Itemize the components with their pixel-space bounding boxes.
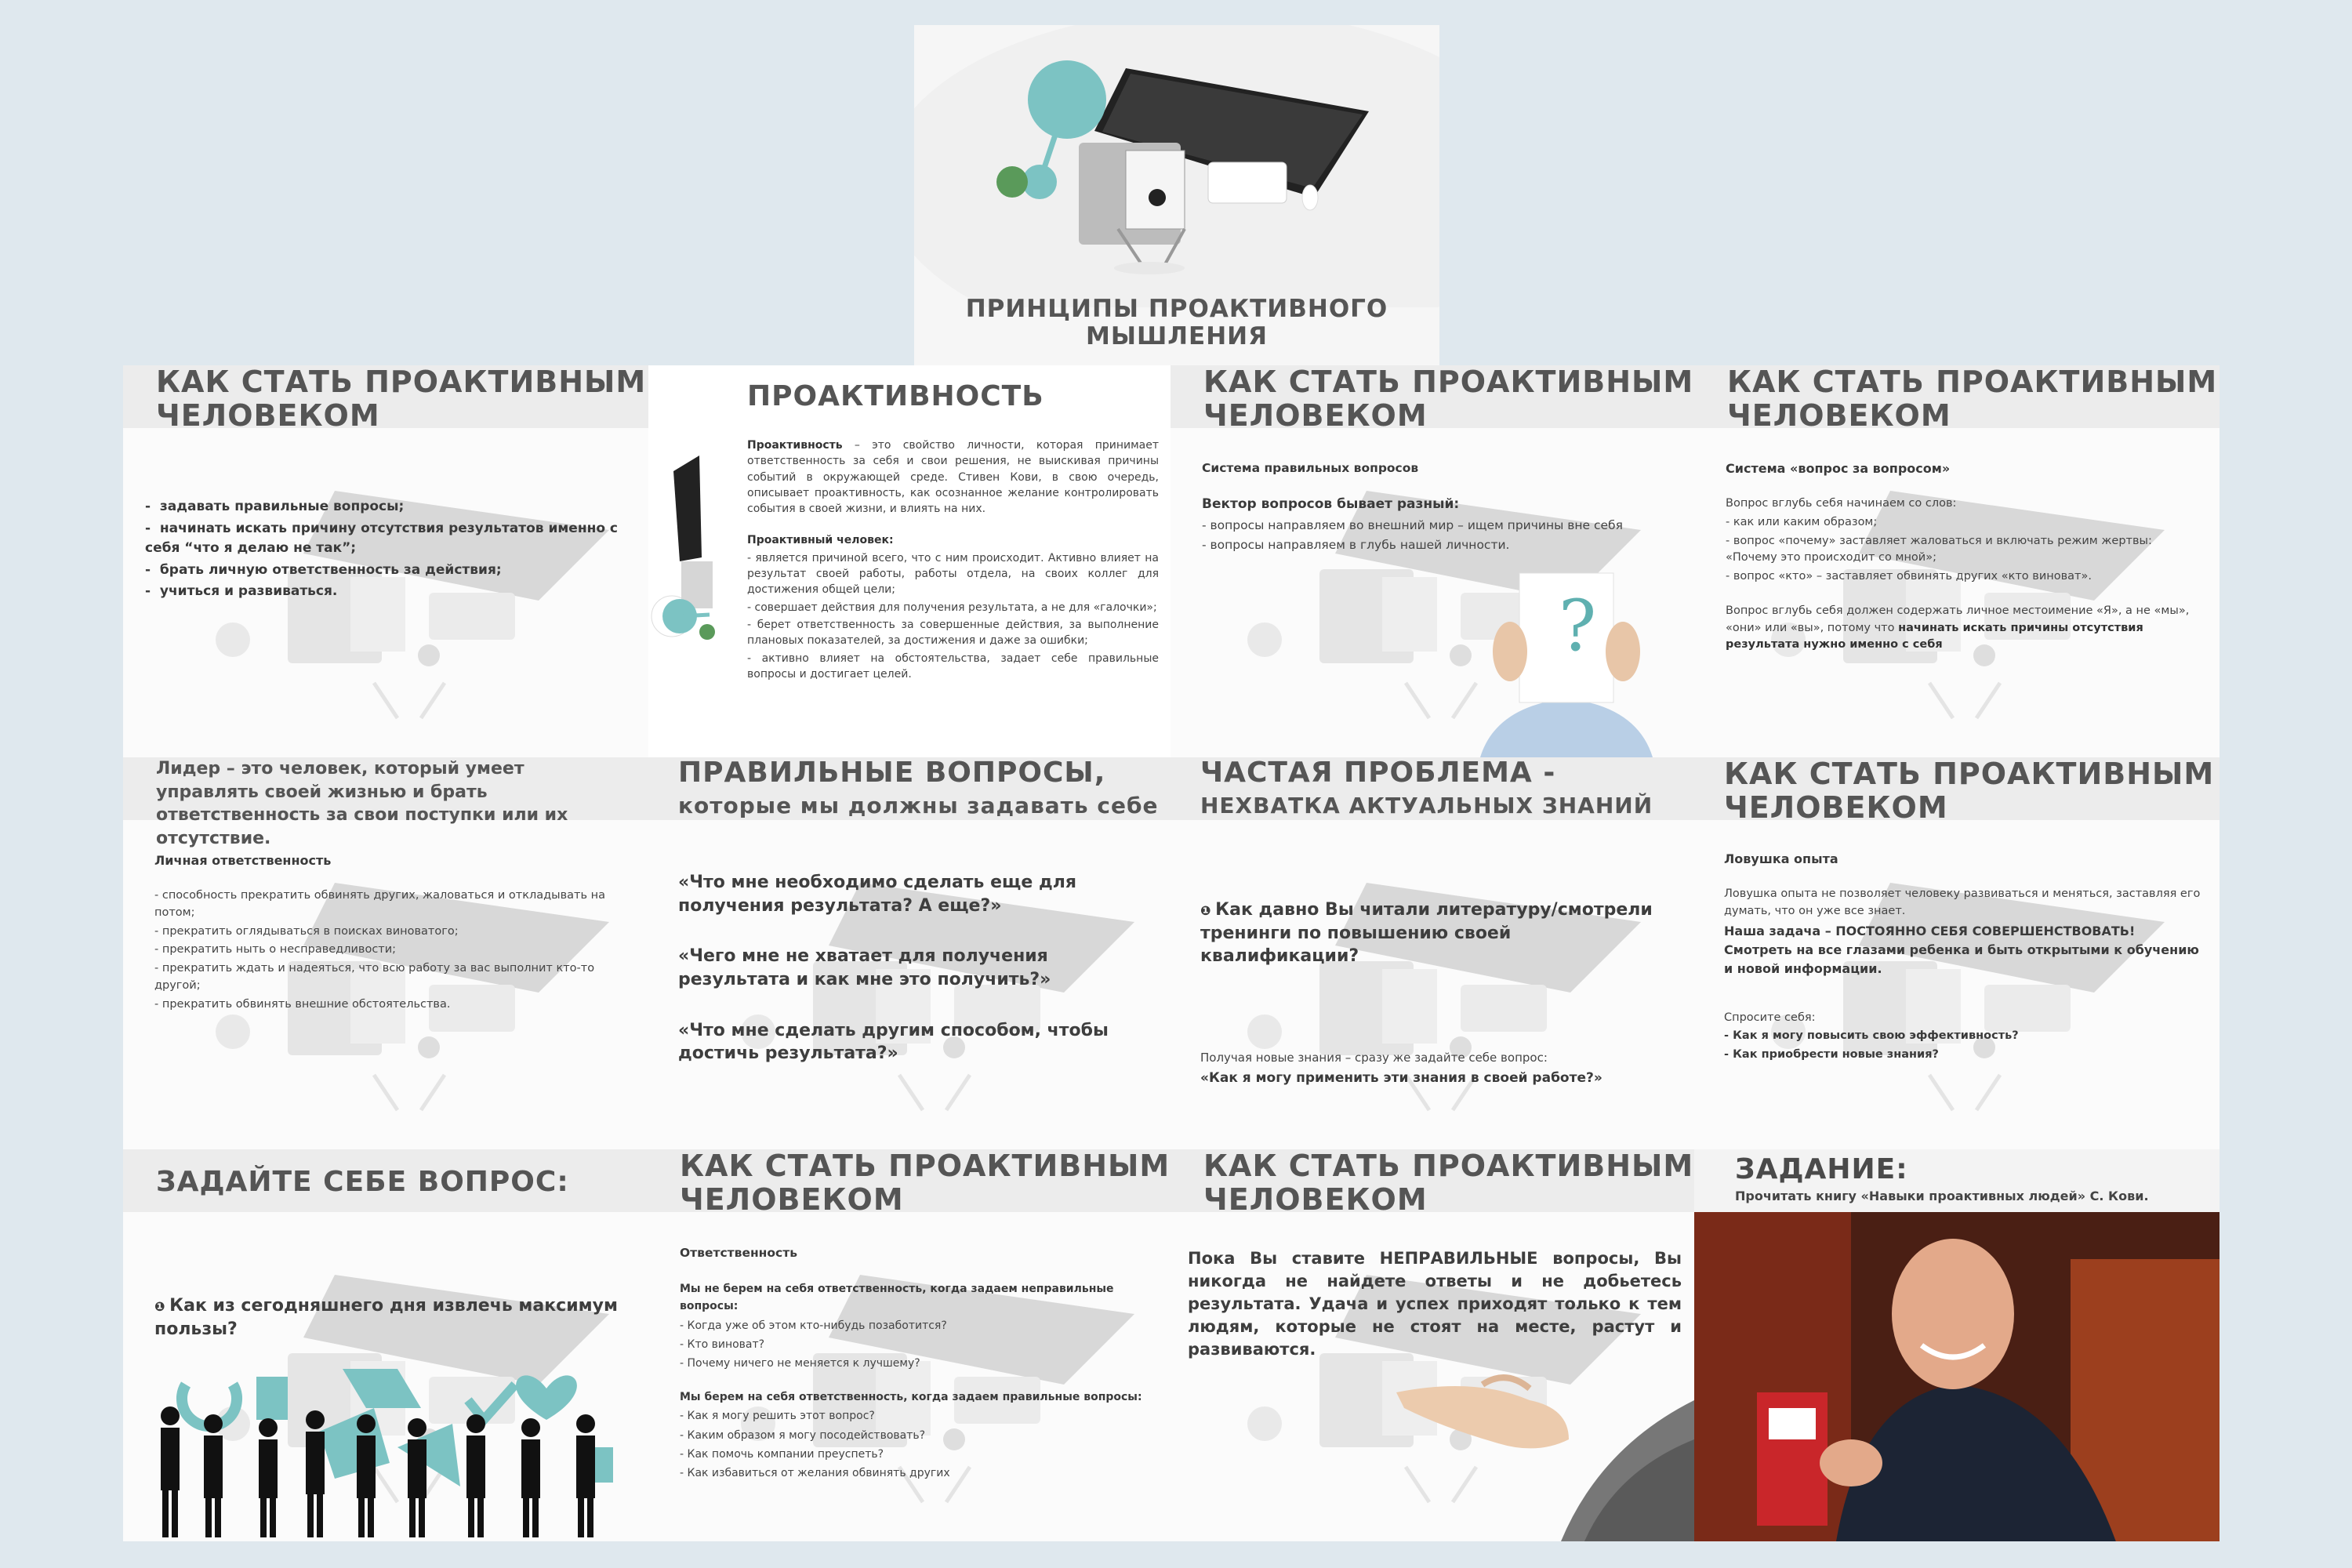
list-item: - Кто виноват? [680, 1338, 765, 1351]
h1: Мы не берем на себя ответственность, когда задаем неправильные вопросы: [680, 1282, 1114, 1313]
list-item: - вопрос «почему» заставляет жаловаться и включать режим жертвы: «Почему это происходит со мной»; [1726, 534, 2152, 564]
slide-title [1727, 365, 2217, 432]
list-item: - прекратить ныть о несправедливости; [154, 943, 397, 956]
slide-experience-trap[interactable] [1694, 757, 2220, 1149]
slide-title [1724, 757, 2214, 824]
title-line-2: ЧЕЛОВЕКОМ [1203, 397, 1428, 433]
main-text: Пока Вы ставите НЕПРАВИЛЬНЫЕ вопросы, Вы никогда не найдете ответы и не добьетесь результата. Удача и успех приходят только к тем людям, которые не стоят на месте, растут и развиваются. [1188, 1249, 1682, 1359]
list-item: - Как избавиться от желания обвинять других [680, 1467, 950, 1480]
question: «Что мне сделать другим способом, чтобы достичь результата?» [678, 1020, 1109, 1064]
note-question: «Как я могу применить эти знания в своей работе?» [1200, 1069, 1602, 1086]
question-list [678, 871, 1156, 1065]
title-line-1: КАК СТАТЬ ПРОАКТИВНЫМ [680, 1149, 1171, 1183]
slide-right-questions-system[interactable] [1171, 365, 1694, 757]
intro: Вопрос вглубь себя начинаем со слов: [1726, 497, 1957, 510]
question: «Чего мне не хватает для получения результата и как мне это получить?» [678, 946, 1051, 990]
note [1200, 1049, 1671, 1090]
list-item: - Каким образом я могу посодействовать? [680, 1428, 926, 1442]
person-label: Проактивный человек: [747, 534, 894, 547]
sub: Ловушка опыта [1724, 851, 1838, 866]
list-item: - задавать правильные вопросы; [145, 499, 405, 514]
title-line-1: КАК СТАТЬ ПРОАКТИВНЫМ [156, 365, 647, 399]
vec: Вектор вопросов бывает разный: [1202, 496, 1460, 513]
question: ❶ Как давно Вы читали литературу/смотрели тренинги по повышению своей квалификации? [1200, 900, 1653, 967]
content-text [680, 1243, 1162, 1484]
open-hand-photo [1381, 1353, 1694, 1541]
slide-common-problem[interactable] [1171, 757, 1694, 1149]
list-item: - учиться и развиваться. [145, 583, 338, 599]
bullet-list [145, 497, 631, 604]
cover-slide[interactable] [914, 25, 1439, 367]
slide-title: ЗАДАНИЕ: [1735, 1153, 1908, 1185]
slide-right-questions[interactable] [648, 757, 1171, 1149]
list-item: - прекратить ждать и надеяться, что всю работу за вас выполнит кто-то другой; [154, 962, 595, 992]
slide-title [680, 1149, 1170, 1216]
title-line-2: ЧЕЛОВЕКОМ [1727, 397, 1951, 433]
title-line-1: КАК СТАТЬ ПРОАКТИВНЫМ [1203, 1149, 1694, 1183]
list-item: - Почему ничего не меняется к лучшему? [680, 1357, 920, 1370]
slide-title [1203, 1149, 1693, 1216]
list-item: - Как я могу решить этот вопрос? [680, 1410, 875, 1423]
slide-title: ПРОАКТИВНОСТЬ [747, 380, 1044, 412]
sub: Система правильных вопросов [1202, 461, 1419, 475]
author-photo [1694, 1212, 2220, 1541]
slide-title [678, 757, 1159, 821]
h2: Мы берем на себя ответственность, когда задаем правильные вопросы: [680, 1390, 1142, 1403]
slide-title: ЗАДАЙТЕ СЕБЕ ВОПРОС: [156, 1166, 569, 1198]
slide-proactivity[interactable] [648, 365, 1171, 757]
p1: Ловушка опыта не позволяет человеку развиваться и меняться, заставляя его думать, что он уже все знает. [1724, 887, 2201, 917]
question-mark: ? [1559, 585, 1597, 667]
slide-assignment[interactable] [1694, 1149, 2220, 1541]
list-item: - вопросы направляем во внешний мир – ищем причины вне себя [1202, 517, 1623, 532]
ask: Спросите себя: [1724, 1011, 1816, 1024]
list-item: - прекратить обвинять внешние обстоятельства. [154, 997, 451, 1011]
content-text [747, 437, 1159, 684]
list-item: - как или каким образом; [1726, 515, 1878, 528]
slide-title [156, 365, 646, 432]
note-text: Получая новые знания – сразу же задайте себе вопрос: [1200, 1051, 1548, 1065]
title-line-2: ЧЕЛОВЕКОМ [680, 1181, 904, 1217]
title-line-1: КАК СТАТЬ ПРОАКТИВНЫМ [1727, 365, 2218, 399]
outro: Вопрос вглубь себя должен содержать личное местоимение «Я», а не «мы», «они» или «вы», потому что начинать искать причины отсутствия результата нужно именно с себя [1726, 604, 2190, 652]
title-line-2: ЧЕЛОВЕКОМ [156, 397, 380, 433]
list-item: - совершает действия для получения результата, а не для «галочки»; [747, 601, 1157, 614]
slide-title [1200, 757, 1653, 821]
slide-ask-yourself[interactable] [123, 1149, 648, 1541]
content-text [1202, 459, 1672, 556]
title-line-2: ЧЕЛОВЕКОМ [1203, 1181, 1428, 1217]
question: «Что мне необходимо сделать еще для получения результата? А еще?» [678, 873, 1076, 916]
slide-title: Лидер – это человек, который умеет управлять своей жизнью и брать ответственность за свои поступки или их отсутствие. [156, 759, 568, 849]
slide-question-by-question[interactable] [1694, 365, 2220, 757]
list-item: - берет ответственность за совершенные действия, за выполнение плановых показателей, за достижения и даже за ошибки; [747, 618, 1159, 648]
content-text [1726, 459, 2204, 655]
assignment-text: Прочитать книгу «Навыки проактивных людей» С. Кови. [1735, 1189, 2149, 1203]
business-people-silhouettes [139, 1361, 641, 1541]
list-item: - вопрос «кто» – заставляет обвинять других «кто виноват». [1726, 570, 2092, 583]
list-item: - начинать искать причину отсутствия результатов именно с себя “что я делаю не так”; [145, 520, 618, 556]
slide-leader[interactable] [123, 757, 648, 1149]
list-item: - брать личную ответственность за действия; [145, 561, 502, 578]
title-line-2: ЧЕЛОВЕКОМ [1724, 789, 1948, 825]
sub: Ответственность [680, 1246, 797, 1260]
slide-wrong-questions[interactable] [1171, 1149, 1694, 1541]
list-item: - Как я могу повысить свою эффективность? [1724, 1029, 2019, 1043]
list-item: - является причиной всего, что с ним происходит. Активно влияет на результат своей работы, работы отдела, на своих коллег для достижения общей цели; [747, 551, 1159, 597]
slide-how-to-become-1[interactable] [123, 365, 648, 757]
list-item: - активно влияет на обстоятельства, задает себе правильные вопросы и достигает целей. [747, 652, 1159, 681]
definition: Проактивность – это свойство личности, которая принимает ответственность за себя и свои решения, не выискивая причины событий в окружающей среде. Стивен Кови, в свою очередь, описывает проактивность, как осознанное желание контролировать события в своей жизни, и влиять на них. [747, 439, 1159, 516]
list-item: - Как приобрести новые знания? [1724, 1048, 1939, 1061]
content-text [1724, 850, 2202, 1065]
title-line-1: КАК СТАТЬ ПРОАКТИВНЫМ [1203, 365, 1694, 399]
title-line-1: ЧАСТАЯ ПРОБЛЕМА - [1200, 757, 1556, 789]
cover-title: ПРИНЦИПЫ ПРОАКТИВНОГО МЫШЛЕНИЯ [965, 295, 1388, 350]
list-item: - способность прекратить обвинять других, жаловаться и откладывать на потом; [154, 889, 605, 919]
list-item: - прекратить оглядываться в поисках виноватого; [154, 924, 459, 938]
desk-side-photo [648, 365, 735, 757]
slide-responsibility[interactable] [648, 1149, 1171, 1541]
title-line-2: которые мы должны задавать себе [678, 793, 1159, 819]
title-line-1: ПРАВИЛЬНЫЕ ВОПРОСЫ, [678, 757, 1106, 789]
slide-title [1203, 365, 1693, 432]
content-text [154, 851, 633, 1014]
desk-photo [914, 25, 1439, 307]
sub: Система «вопрос за вопросом» [1726, 461, 1951, 476]
sub: Личная ответственность [154, 853, 332, 868]
question: ❶ Как из сегодняшнего дня извлечь максимум пользы? [154, 1296, 618, 1339]
title-line-2: НЕХВАТКА АКТУАЛЬНЫХ ЗНАНИЙ [1200, 793, 1653, 819]
list-item: - Как помочь компании преуспеть? [680, 1447, 884, 1461]
p2: Наша задача – ПОСТОЯННО СЕБЯ СОВЕРШЕНСТВОВАТЬ! Смотреть на все глазами ребенка и быть открытыми к обучению и новой информации. [1724, 923, 2199, 976]
list-item: - вопросы направляем в глубь нашей личности. [1202, 538, 1510, 552]
list-item: - Когда уже об этом кто-нибудь позаботится? [680, 1319, 947, 1332]
title-line-1: КАК СТАТЬ ПРОАКТИВНЫМ [1724, 757, 2215, 791]
